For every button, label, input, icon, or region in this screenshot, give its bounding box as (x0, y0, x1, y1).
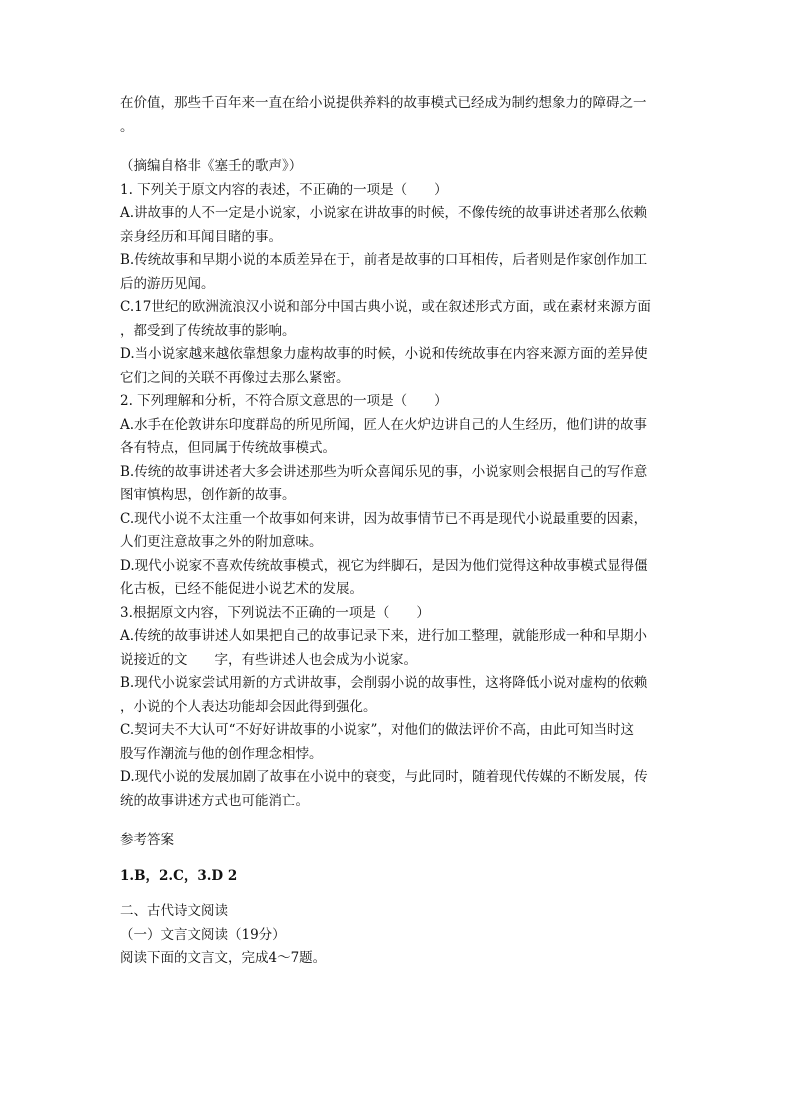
question-1-option-b: B.传统故事和早期小说的本质差异在于，前者是故事的口耳相传，后者则是作家创作加工 (120, 252, 648, 268)
question-3-option-c: C.契诃夫不大认可“不好好讲故事的小说家”，对他们的做法评价不高，由此可知当时这 (120, 722, 634, 738)
question-3-option-a-cont: 说接近的文 字，有些讲述人也会成为小说家。 (120, 651, 417, 668)
question-2-option-c-cont: 人们更注意故事之外的附加意味。 (120, 534, 323, 550)
question-2-option-b: B.传统的故事讲述者大多会讲述那些为听众喜闻乐见的事，小说家则会根据自己的写作意 (120, 463, 648, 480)
question-2-option-d-cont: 化古板，已经不能促进小说艺术的发展。 (120, 581, 363, 597)
question-2-option-a: A.水手在伦敦讲东印度群岛的所见所闻，匠人在火炉边讲自己的人生经历，他们讲的故事 (120, 416, 648, 433)
question-2 (120, 390, 668, 602)
question-2-option-a-cont: 各有特点，但同属于传统故事模式。 (120, 440, 336, 456)
question-3-option-d: D.现代小说的发展加剧了故事在小说中的衰变，与此同时，随着现代传媒的不断发展，传 (120, 769, 648, 785)
question-2-option-d: D.现代小说家不喜欢传统故事模式，视它为绊脚石，是因为他们觉得这种故事模式显得僵 (120, 557, 648, 574)
section-title: 二、古代诗文阅读 (120, 903, 228, 919)
intro-line-2: 。 (120, 118, 134, 135)
question-1-option-a: A.讲故事的人不一定是小说家，小说家在讲故事的时候，不像传统的故事讲述者那么依赖 (120, 205, 648, 221)
question-3-stem: 3.根据原文内容，下列说法不正确的一项是（ ） (120, 604, 430, 621)
question-2-option-c: C.现代小说不太注重一个故事如何来讲，因为故事情节已不再是现代小说最重要的因素， (120, 510, 648, 527)
answer-heading: 参考答案 (120, 832, 174, 848)
question-2-stem: 2. 下列理解和分析，不符合原文意思的一项是（ ） (120, 393, 448, 409)
question-1-option-b-cont: 后的游历见闻。 (120, 275, 215, 292)
intro-line-1: 在价值，那些千百年来一直在给小说提供养料的故事模式已经成为制约想象力的障碍之一 (120, 95, 647, 111)
question-2-option-b-cont: 图审慎构思，创作新的故事。 (120, 487, 296, 503)
question-1-option-c-cont: ，都受到了传统故事的影响。 (120, 322, 296, 339)
question-3-option-b-cont: ，小说的个人表达功能却会因此得到强化。 (120, 698, 377, 715)
question-1-option-d-cont: 它们之间的关联不再像过去那么紧密。 (120, 369, 350, 386)
section-instruction: 阅读下面的文言文，完成4～7题。 (120, 950, 327, 966)
source-citation: （摘编自格非《塞壬的歌声》） (120, 158, 303, 174)
question-1-stem: 1. 下列关于原文内容的表述，不正确的一项是（ ） (120, 181, 448, 198)
question-1 (120, 179, 668, 391)
question-3-option-c-cont: 股写作潮流与他的创作理念相悖。 (120, 745, 323, 762)
answer-list: 1.B，2.C，3.D 2 (120, 867, 238, 884)
question-1-option-a-cont: 亲身经历和耳闻目睹的事。 (120, 228, 282, 245)
question-3-option-b: B.现代小说家尝试用新的方式讲故事，会削弱小说的故事性，这将降低小说对虚构的依赖 (120, 675, 648, 691)
question-3 (120, 602, 668, 814)
question-1-option-c: C.17世纪的欧洲流浪汉小说和部分中国古典小说，或在叙述形式方面，或在素材来源方面 (120, 299, 651, 315)
section-subtitle: （一）文言文阅读（19分） (120, 926, 286, 943)
question-1-option-d: D.当小说家越来越依靠想象力虚构故事的时候，小说和传统故事在内容来源方面的差异使 (120, 346, 648, 362)
document-page (120, 92, 668, 971)
question-3-option-d-cont: 统的故事讲述方式也可能消亡。 (120, 792, 309, 809)
question-3-option-a: A.传统的故事讲述人如果把自己的故事记录下来，进行加工整理，就能形成一种和早期小 (120, 628, 648, 644)
